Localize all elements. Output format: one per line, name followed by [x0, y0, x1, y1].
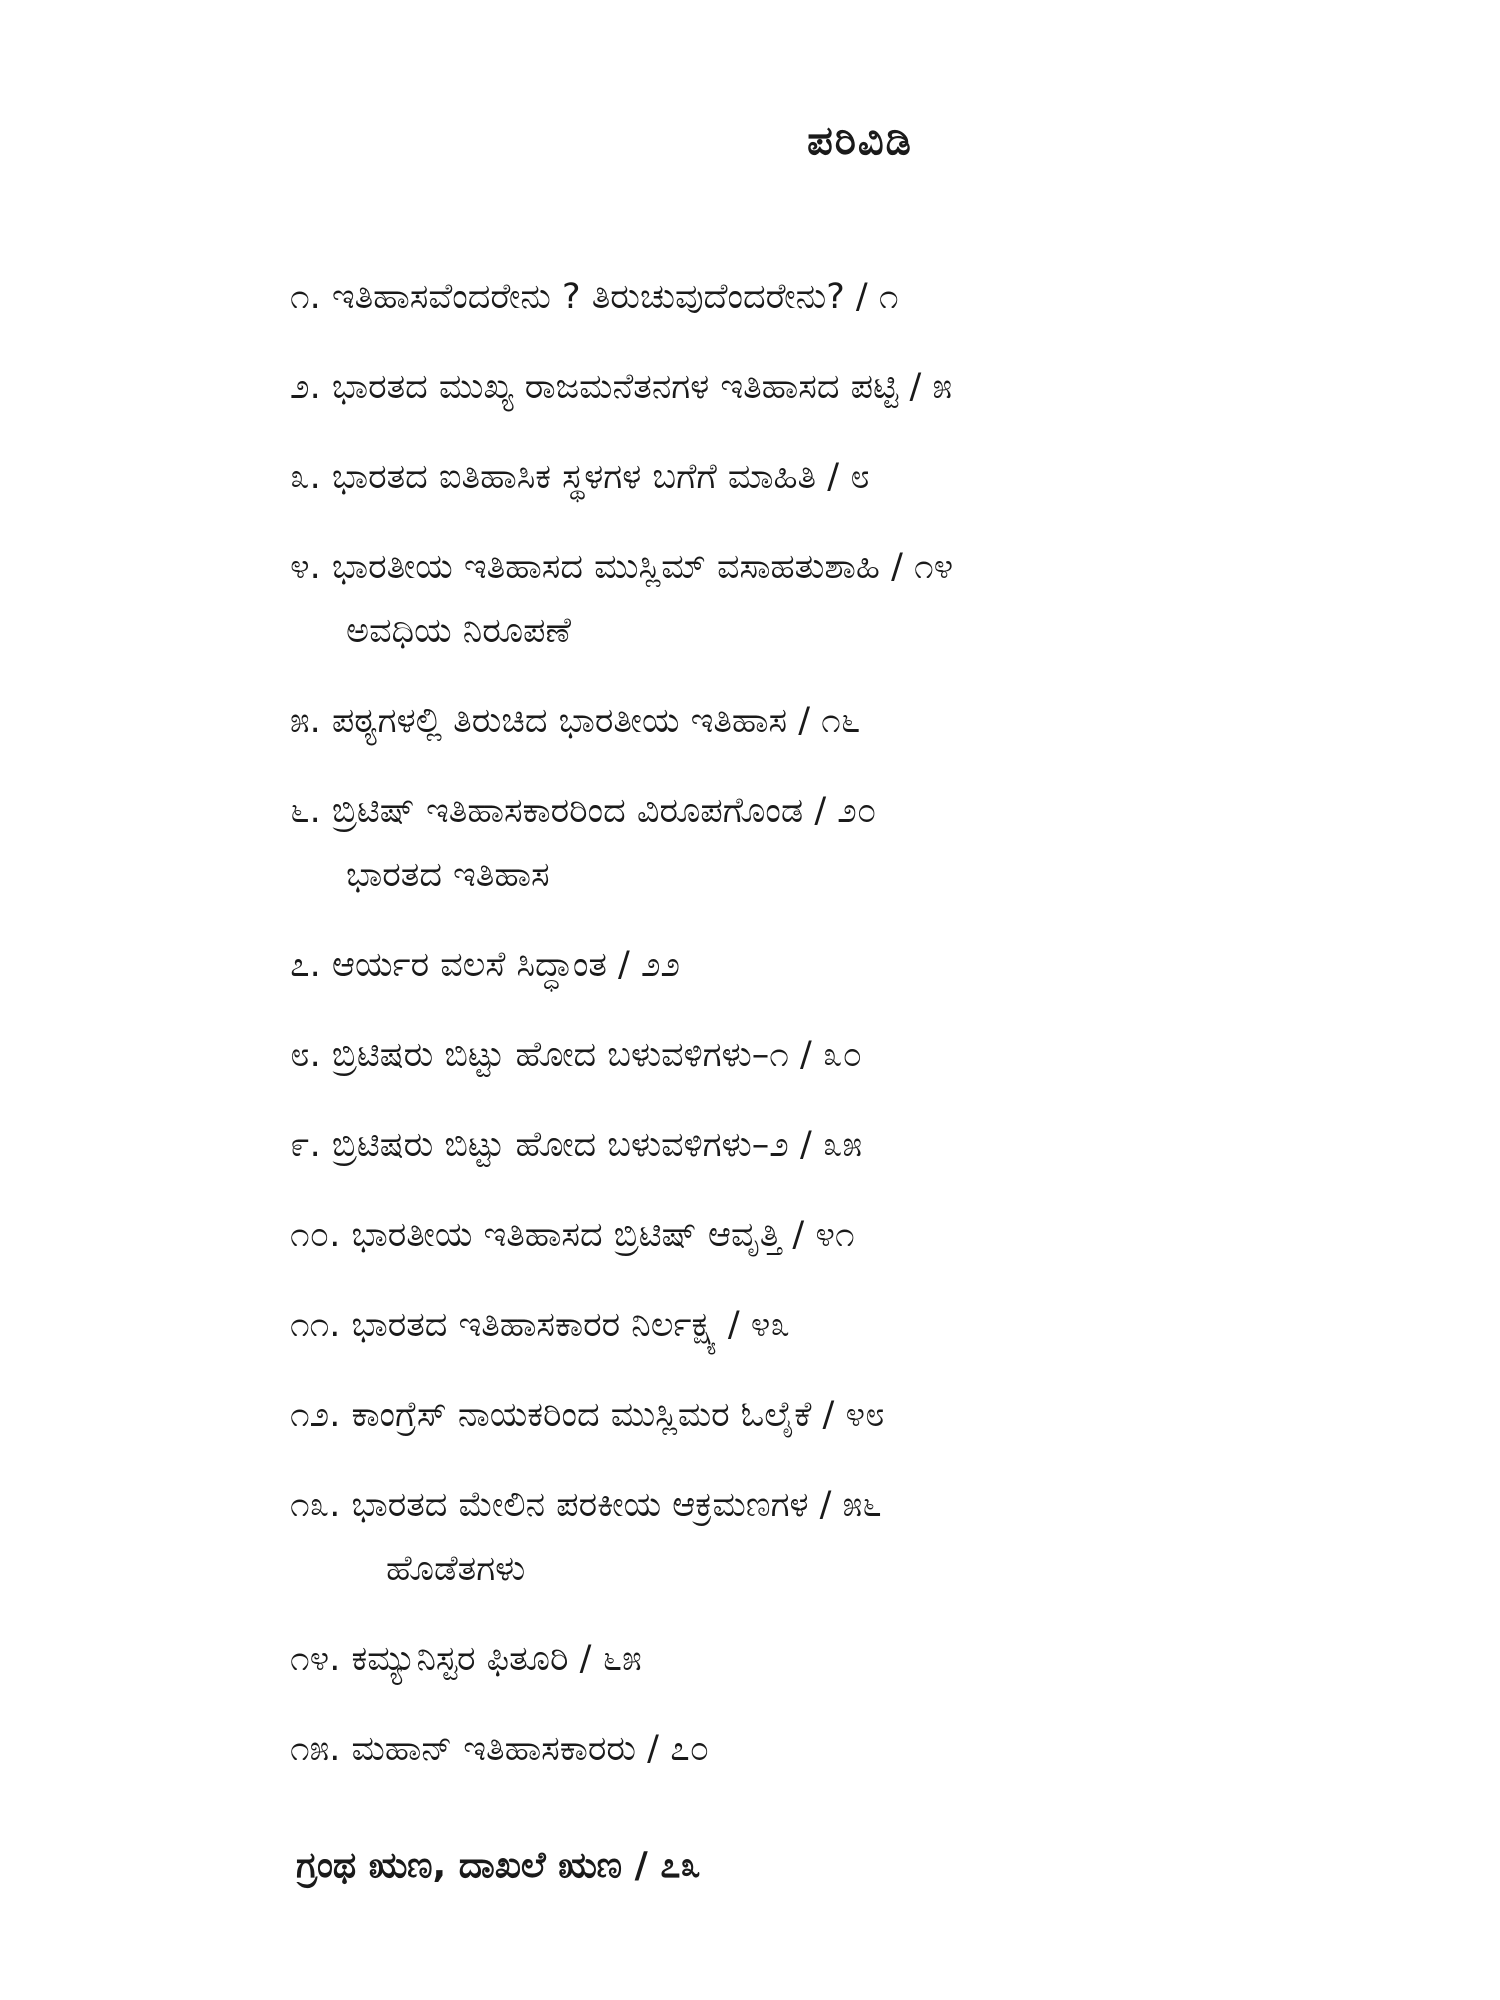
toc-entry-text: ೧೨. ಕಾಂಗ್ರೆಸ್ ನಾಯಕರಿಂದ ಮುಸ್ಲಿಮರ ಓಲೈಕೆ / ೪೮ — [290, 1395, 885, 1435]
toc-entry-text: ೬. ಬ್ರಿಟಿಷ್ ಇತಿಹಾಸಕಾರರಿಂದ ವಿರೂಪಗೊಂಡ / ೨೦ — [290, 791, 877, 831]
toc-entry-text: ೩. ಭಾರತದ ಐತಿಹಾಸಿಕ ಸ್ಥಳಗಳ ಬಗೆಗೆ ಮಾಹಿತಿ / ೮ — [290, 457, 870, 497]
toc-entry-8 — [290, 1023, 1290, 1087]
toc-entry-14 — [290, 1627, 1290, 1691]
toc-entry-continuation: ಭಾರತದ ಇತಿಹಾಸ — [346, 855, 550, 895]
toc-entry-continuation: ಅವಧಿಯ ನಿರೂಪಣೆ — [346, 611, 571, 651]
toc-entry-7 — [290, 933, 1290, 997]
toc-entry-continuation: ಹೊಡೆತಗಳು — [386, 1549, 526, 1589]
toc-entry-text: ೧೫. ಮಹಾನ್ ಇತಿಹಾಸಕಾರರು / ೭೦ — [290, 1729, 710, 1769]
toc-entry-2 — [290, 355, 1290, 419]
toc-entry-6 — [290, 779, 1290, 907]
toc-entry-text: ೧೪. ಕಮ್ಯುನಿಸ್ಟರ ಫಿತೂರಿ / ೬೫ — [290, 1639, 642, 1679]
toc-entry-text: ೧೧. ಭಾರತದ ಇತಿಹಾಸಕಾರರ ನಿರ್ಲಕ್ಷ್ಯ / ೪೩ — [290, 1305, 790, 1345]
page-title: ಪರಿವಿಡಿ — [807, 118, 913, 164]
toc-entry-text: ೭. ಆರ್ಯರ ವಲಸೆ ಸಿದ್ಧಾಂತ / ೨೨ — [290, 945, 681, 985]
toc-entry-9 — [290, 1113, 1290, 1177]
toc-entry-text: ೨. ಭಾರತದ ಮುಖ್ಯ ರಾಜಮನೆತನಗಳ ಇತಿಹಾಸದ ಪಟ್ಟಿ / ೫ — [290, 367, 953, 407]
toc-entry-12 — [290, 1383, 1290, 1447]
toc-entry-13 — [290, 1473, 1290, 1601]
toc-entry-text: ೪. ಭಾರತೀಯ ಇತಿಹಾಸದ ಮುಸ್ಲಿಮ್ ವಸಾಹತುಶಾಹಿ / ೧೪ — [290, 547, 954, 587]
toc-entry-text: ೫. ಪಠ್ಯಗಳಲ್ಲಿ ತಿರುಚಿದ ಭಾರತೀಯ ಇತಿಹಾಸ / ೧೬ — [290, 701, 861, 741]
toc-entry-text: ೧. ಇತಿಹಾಸವೆಂದರೇನು ? ತಿರುಚುವುದೆಂದರೇನು? / ೧ — [290, 277, 899, 317]
toc-entry-text: ೧೩. ಭಾರತದ ಮೇಲಿನ ಪರಕೀಯ ಆಕ್ರಮಣಗಳ / ೫೬ — [290, 1485, 882, 1525]
toc-entry-text: ೧೦. ಭಾರತೀಯ ಇತಿಹಾಸದ ಬ್ರಿಟಿಷ್ ಆವೃತ್ತಿ / ೪೧ — [290, 1215, 855, 1255]
toc-entry-11 — [290, 1293, 1290, 1357]
toc-entry-text: ೯. ಬ್ರಿಟಿಷರು ಬಿಟ್ಟು ಹೋದ ಬಳುವಳಿಗಳು–೨ / ೩೫ — [290, 1125, 863, 1165]
toc-entry-4 — [290, 535, 1290, 663]
toc-entry-text: ೮. ಬ್ರಿಟಿಷರು ಬಿಟ್ಟು ಹೋದ ಬಳುವಳಿಗಳು–೧ / ೩೦ — [290, 1035, 863, 1075]
toc-entry-5 — [290, 689, 1290, 753]
table-of-contents — [290, 265, 1290, 1781]
references-entry: ಗ್ರಂಥ ಋಣ, ದಾಖಲೆ ಋಣ / ೭೩ — [296, 1845, 701, 1886]
toc-entry-3 — [290, 445, 1290, 509]
toc-entry-10 — [290, 1203, 1290, 1267]
toc-entry-1 — [290, 265, 1290, 329]
toc-entry-15 — [290, 1717, 1290, 1781]
